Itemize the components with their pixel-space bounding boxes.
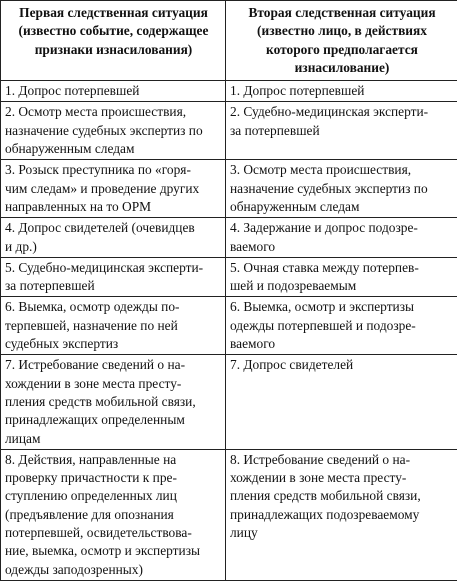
cell-text-line: ваемого xyxy=(230,238,276,254)
table-row xyxy=(1,355,457,449)
cell-text-line: обнаруженным следам xyxy=(5,141,135,157)
table-row xyxy=(1,297,457,355)
header-line: которого предполагается xyxy=(266,41,418,57)
cell-text-line: ваемого xyxy=(230,336,276,352)
cell-first-situation xyxy=(1,297,226,355)
cell-text-line: шей и подозреваемым xyxy=(230,278,357,294)
cell-second-situation xyxy=(226,81,457,102)
table-row xyxy=(1,81,457,102)
cell-text-line: назначение судебных экспертиз по xyxy=(5,122,203,138)
cell-text-line: потерпевшей, освидетельствова- xyxy=(5,525,192,541)
header-line: Первая следственная ситуация xyxy=(19,5,208,20)
cell-text-line: принадлежащих подозреваемому xyxy=(230,506,420,522)
cell-first-situation xyxy=(1,160,226,218)
cell-second-situation xyxy=(226,355,457,449)
cell-text-line: 5. Судебно-медицинская эксперти- xyxy=(5,259,204,275)
cell-text-line: чим следам» и проведение других xyxy=(5,180,200,196)
cell-text-line: 1. Допрос потерпевшей xyxy=(230,83,365,99)
cell-text-line: 8. Действия, направленные на xyxy=(5,451,177,467)
cell-second-situation xyxy=(226,218,457,258)
cell-text-line: (предъявление для опознания xyxy=(5,506,174,522)
cell-second-situation xyxy=(226,257,457,297)
table-row xyxy=(1,160,457,218)
header-line: (известно событие, содержащее xyxy=(18,23,209,39)
header-line: (известно лицо, в действиях xyxy=(257,23,427,39)
cell-text-line: 8. Истребование сведений о на- xyxy=(230,451,411,467)
cell-text-line: ние, выемка, осмотр и экспертизы xyxy=(5,543,200,559)
cell-text-line: судебных экспертиз xyxy=(5,336,119,352)
cell-text-line: 7. Допрос свидетелей xyxy=(230,357,354,373)
cell-text-line: 4. Задержание и допрос подозре- xyxy=(230,220,418,236)
cell-text-line: 4. Допрос свидетелей (очевидцев xyxy=(5,220,195,236)
header-line: признаки изнасилования) xyxy=(34,41,193,57)
cell-second-situation xyxy=(226,449,457,580)
header-line: Вторая следственная ситуация xyxy=(248,5,436,20)
cell-text-line: и др.) xyxy=(5,238,37,254)
cell-first-situation xyxy=(1,102,226,160)
header-line: изнасилование) xyxy=(294,59,390,75)
cell-text-line: 2. Осмотр места происшествия, xyxy=(5,104,187,120)
cell-text-line: 3. Розыск преступника по «горя- xyxy=(5,162,191,178)
cell-second-situation xyxy=(226,160,457,218)
cell-first-situation xyxy=(1,449,226,580)
cell-text-line: направленных на то ОРМ xyxy=(5,198,152,214)
cell-first-situation xyxy=(1,257,226,297)
table-header-row xyxy=(1,1,457,81)
cell-second-situation xyxy=(226,102,457,160)
cell-second-situation xyxy=(226,297,457,355)
header-cell-first-situation xyxy=(1,1,226,81)
cell-text-line: проверку причастности к пре- xyxy=(5,470,177,486)
cell-text-line: принадлежащих определенным xyxy=(5,412,185,428)
cell-text-line: хождении в зоне места престу- xyxy=(230,470,407,486)
cell-text-line: пления средств мобильной связи, xyxy=(230,488,421,504)
cell-text-line: за потерпевшей xyxy=(230,122,320,138)
table-row xyxy=(1,218,457,258)
cell-text-line: 6. Выемка, осмотр одежды по- xyxy=(5,299,180,315)
table-body xyxy=(1,81,457,581)
cell-text-line: пления средств мобильной связи, xyxy=(5,393,196,409)
table-row xyxy=(1,102,457,160)
cell-text-line: лицу xyxy=(230,525,258,541)
cell-text-line: хождении в зоне места престу- xyxy=(5,375,182,391)
cell-first-situation xyxy=(1,355,226,449)
cell-text-line: одежды потерпевшей и подозре- xyxy=(230,317,416,333)
table-row xyxy=(1,257,457,297)
cell-first-situation xyxy=(1,81,226,102)
cell-text-line: 6. Выемка, осмотр и экспертизы xyxy=(230,299,415,315)
cell-text-line: терпевшей, назначение по ней xyxy=(5,317,178,333)
cell-text-line: 2. Судебно-медицинская эксперти- xyxy=(230,104,429,120)
cell-text-line: ступлению определенных лиц xyxy=(5,488,177,504)
cell-text-line: одежды заподозренных) xyxy=(5,561,143,577)
cell-text-line: назначение судебных экспертиз по xyxy=(230,180,428,196)
cell-text-line: 5. Очная ставка между потерпев- xyxy=(230,259,419,275)
cell-first-situation xyxy=(1,218,226,258)
cell-text-line: лицам xyxy=(5,430,41,446)
cell-text-line: 3. Осмотр места происшествия, xyxy=(230,162,412,178)
cell-text-line: обнаруженным следам xyxy=(230,198,360,214)
header-cell-second-situation xyxy=(226,1,457,81)
table-row xyxy=(1,449,457,580)
cell-text-line: 7. Истребование сведений о на- xyxy=(5,357,186,373)
cell-text-line: 1. Допрос потерпевшей xyxy=(5,83,140,99)
cell-text-line: за потерпевшей xyxy=(5,278,95,294)
